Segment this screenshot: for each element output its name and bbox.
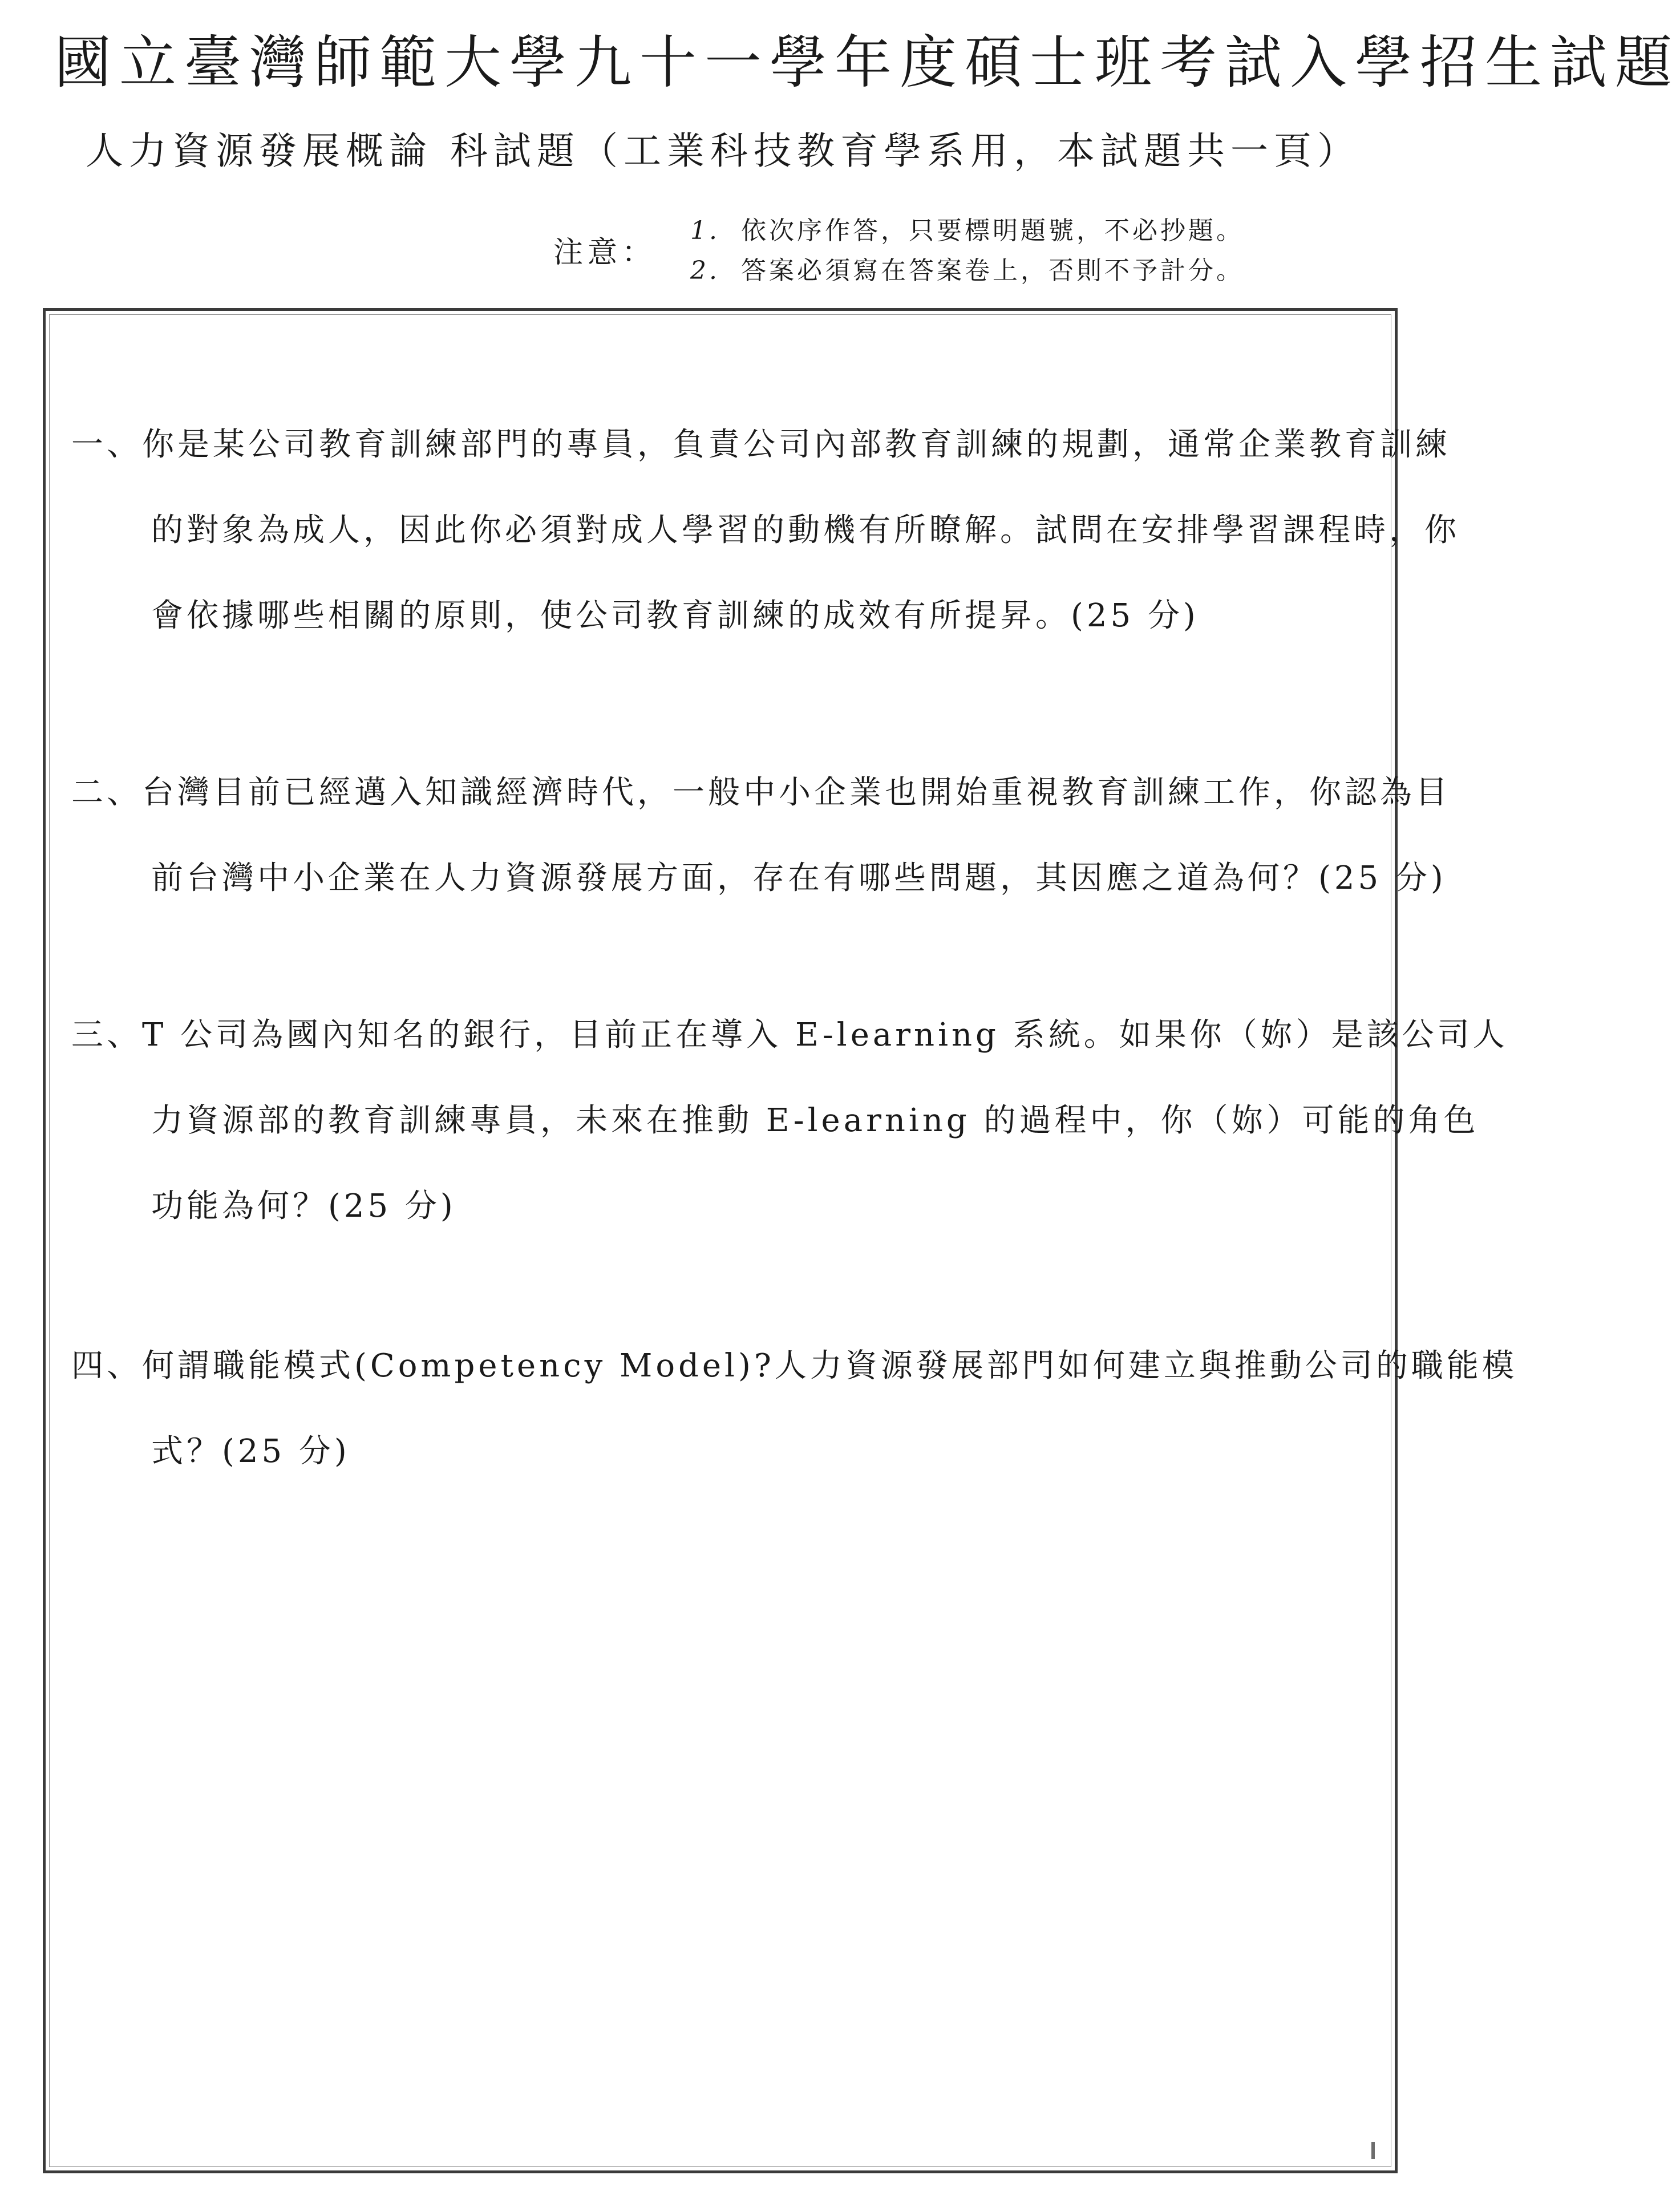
- instructions-block: [553, 211, 1381, 297]
- question-4: [71, 1323, 1517, 1495]
- exam-subtitle: 人力資源發展概論 科試題（工業科技教育學系用，本試題共一頁）: [86, 129, 1361, 173]
- question-3: [71, 993, 1508, 1249]
- instruction-item: [690, 251, 1381, 291]
- question-line: 會依據哪些相關的原則，使公司教育訓練的成效有所提昇。(25 分): [151, 597, 1199, 634]
- question-line: 的對象為成人，因此你必須對成人學習的動機有所瞭解。試問在安排學習課程時，你: [151, 512, 1460, 549]
- question-line: 四、何謂職能模式(Competency Model)?人力資源發展部門如何建立與推動公司的職能模: [71, 1347, 1517, 1384]
- instruction-text: 依次序作答，只要標明題號，不必抄題。: [741, 216, 1244, 245]
- question-1: [71, 402, 1460, 659]
- scan-mark: [1371, 2142, 1375, 2159]
- question-line: 三、T 公司為國內知名的銀行，目前正在導入 E-learning 系統。如果你（妳）是該公司人: [71, 1016, 1508, 1054]
- instruction-number: 2.: [690, 256, 720, 285]
- question-line: 一、你是某公司教育訓練部門的專員，負責公司內部教育訓練的規劃，通常企業教育訓練: [71, 426, 1451, 463]
- instruction-text: 答案必須寫在答案卷上，否則不予計分。: [741, 256, 1244, 285]
- question-line: 前台灣中小企業在人力資源發展方面，存在有哪些問題，其因應之道為何？(25 分): [151, 860, 1447, 897]
- question-line: 二、台灣目前已經邁入知識經濟時代，一般中小企業也開始重視教育訓練工作，你認為目: [71, 774, 1451, 811]
- exam-title: 國立臺灣師範大學九十一學年度碩士班考試入學招生試題: [54, 29, 1680, 96]
- question-line: 力資源部的教育訓練專員，未來在推動 E-learning 的過程中，你（妳）可能的角色: [151, 1102, 1479, 1139]
- question-line: 式？(25 分): [151, 1433, 350, 1470]
- instruction-item: [690, 211, 1381, 251]
- question-line: 功能為何？(25 分): [151, 1188, 456, 1225]
- instructions-list: [690, 211, 1381, 291]
- instruction-number: 1.: [690, 216, 720, 245]
- question-box: [43, 308, 1517, 2173]
- instructions-label: 注意：: [553, 236, 657, 270]
- question-2: [71, 750, 1451, 921]
